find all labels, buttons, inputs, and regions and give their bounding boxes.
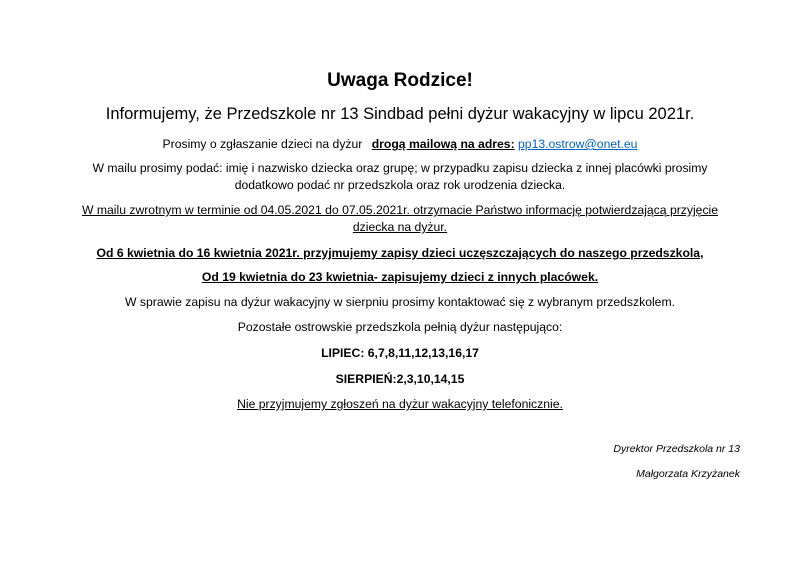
phone-note: Nie przyjmujemy zgłoszeń na dyżur wakacyjny telefonicznie.: [237, 397, 563, 411]
reply-line-2: dziecka na dyżur.: [352, 220, 448, 234]
document-subtitle: Informujemy, że Przedszkole nr 13 Sindbad pełni dyżur wakacyjny w lipcu 2021r.: [105, 105, 695, 123]
info-line-2: dodatkowo podać nr przedszkola oraz rok urodzenia dziecka.: [234, 178, 566, 192]
info-line-1: W mailu prosimy podać: imię i nazwisko dziecka oraz grupę; w przypadku zapisu dziecka z innej placówki prosimy: [92, 161, 708, 175]
signature-role: Dyrektor Przedszkola nr 13: [613, 443, 740, 455]
reply-line-1: W mailu zwrotnym w terminie od 04.05.2021 do 07.05.2021r. otrzymacie Państwo informację potwierdzającą przyjęcie: [81, 203, 719, 217]
document-title: Uwaga Rodzice!: [327, 70, 473, 91]
email-instruction-bold: drogą mailową na adres:: [371, 137, 515, 151]
email-instruction: [0, 137, 800, 152]
signature-name: Małgorzata Krzyżanek: [636, 468, 740, 480]
august-schedule: SIERPIEŃ:2,3,10,14,15: [335, 372, 465, 386]
email-link[interactable]: pp13.ostrow@onet.eu: [518, 137, 638, 151]
enroll-own-line: Od 6 kwietnia do 16 kwietnia 2021r. przyjmujemy zapisy dzieci uczęszczających do naszego przedszkola,: [96, 246, 704, 260]
email-instruction-prefix: Prosimy o zgłaszanie dzieci na dyżur: [162, 137, 363, 151]
others-intro: Pozostałe ostrowskie przedszkola pełnią dyżur następująco:: [237, 320, 563, 334]
july-schedule: LIPIEC: 6,7,8,11,12,13,16,17: [321, 346, 479, 360]
august-note: W sprawie zapisu na dyżur wakacyjny w sierpniu prosimy kontaktować się z wybranym przedszkolem.: [125, 295, 675, 309]
enroll-other-line: Od 19 kwietnia do 23 kwietnia- zapisujemy dzieci z innych placówek.: [201, 270, 599, 284]
